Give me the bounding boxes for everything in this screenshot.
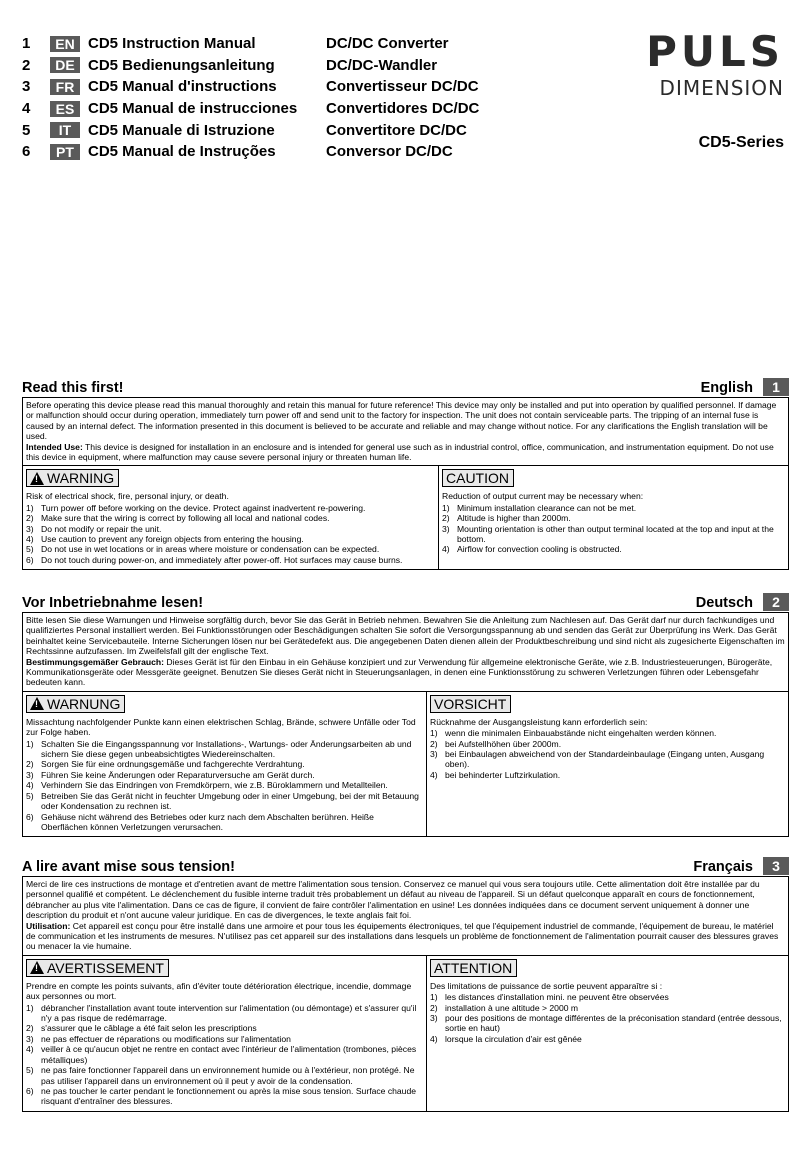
language-manual-title: CD5 Manual de instrucciones [88, 100, 298, 118]
list-item: 1) Turn power off before working on the device. Protect against inadvertent re-powering. [26, 502, 366, 513]
language-row[interactable] [22, 55, 482, 77]
language-row[interactable] [22, 98, 482, 120]
logo-dimension-wordmark: DIMENSION [659, 76, 784, 100]
intended-use-text: Cet appareil est conçu pour être installé dans une armoire et pour tous les équipements électroniques, tel que l'équipement industriel de commande, l'équipement de bureau, le matériel de communication et les instruments de mesures. N'utilisez pas cet appareil sur des installations dans lesquels un problème de fonctionnement de l'alimentation pourrait causer des blessures graves ou menacer la vie humaine. [26, 920, 779, 952]
section-box [22, 876, 789, 1112]
list-item: 2) Sorgen Sie für eine ordnungsgemäße und fachgerechte Verdrahtung. [26, 759, 305, 770]
warning-label-box [26, 469, 119, 487]
language-product-name: Convertisseur DC/DC [326, 78, 479, 96]
language-index [22, 33, 482, 163]
list-item: 2) s'assurer que le câblage a été fait selon les prescriptions [26, 1023, 257, 1034]
section-language: Deutsch [695, 595, 753, 611]
caution-panel [427, 692, 788, 836]
list-item: 3) Do not modify or repair the unit. [26, 523, 162, 534]
warning-panel [23, 956, 427, 1111]
language-row[interactable] [22, 76, 482, 98]
caution-list [442, 503, 785, 555]
section-deutsch [22, 593, 789, 837]
list-item: 1) les distances d'installation mini. ne peuvent être observées [430, 992, 669, 1003]
brand-logo [632, 27, 784, 100]
caution-list [430, 992, 785, 1044]
warning-label-box [26, 695, 125, 713]
caution-label: ATTENTION [434, 959, 513, 976]
warning-lead: Risk of electrical shock, fire, personal injury, or death. [26, 491, 229, 502]
warning-list [26, 739, 423, 833]
warning-list [26, 1003, 423, 1107]
list-item: 1) Minimum installation clearance can not be met. [442, 502, 637, 513]
section-box [22, 397, 789, 570]
list-item: 2) installation à une altitude > 2000 m [430, 1002, 579, 1013]
logo-puls-wordmark: PULS [646, 27, 784, 76]
list-item: 2) Altitude is higher than 2000m. [442, 513, 571, 524]
section-number-badge: 2 [763, 593, 789, 611]
language-code-badge: DE [50, 57, 80, 73]
caution-label-box [430, 695, 511, 713]
section-language: Français [693, 859, 753, 875]
intro-paragraph: Bitte lesen Sie diese Warnungen und Hinweise sorgfältig durch, bevor Sie das Gerät in Betrieb nehmen. Bewahren Sie die Anleitung zum Nachlesen auf. Das Gerät darf nur durch fachkundiges und qualifiziertes Personal installiert werden. Bei Funktionsstörungen oder Beschädigungen schalten Sie sofort die Versorgungsspannung ab und senden das Gerät zur Überprüfung ins Werk. Das Gerät beinhaltet keine Servicebauteile. Interne Sicherungen lösen nur bei Gerätedefekt aus. Die angegebenen Daten dienen allein der Produktbeschreibung und sind nicht als zugesicherte Eigenschaften im Rechtssinne aufzufassen. Im Zweifelsfall gilt der englische Text. [26, 615, 785, 657]
intended-use-label: Intended Use: [26, 441, 83, 452]
caution-lead: Des limitations de puissance de sortie peuvent apparaître si : [430, 980, 663, 991]
list-item: 3) Mounting orientation is other than output terminal located at the top and input at the bottom. [442, 523, 774, 545]
warning-caution-row [23, 465, 788, 569]
list-item: 4) lorsque la circulation d'air est gênée [430, 1033, 582, 1044]
list-item: 4) Use caution to prevent any foreign objects from entering the housing. [26, 534, 304, 545]
list-item: 3) Führen Sie keine Änderungen oder Reparaturversuche am Gerät durch. [26, 769, 315, 780]
caution-label: CAUTION [446, 470, 509, 487]
language-product-name: Conversor DC/DC [326, 143, 453, 161]
warning-label-box [26, 959, 169, 977]
intended-use-text: Dieses Gerät ist für den Einbau in ein Gehäuse konzipiert und zur Verwendung für allgemeine elektronische Geräte, wie z.B. Industriesteuerungen, Bürogeräte, Kommunikationsgeräte oder Messgeräte geeignet. Benutzen Sie dieses Gerät nicht in Steuerungsanlagen, in denen eine Funktionsstörung zu schweren Verletzungen führen oder Lebensgefahr bedeuten kann. [26, 656, 773, 688]
intro-text-block [23, 398, 788, 465]
list-item: 5) ne pas faire fonctionner l'appareil dans un environnement humide ou à l'extérieur, non protégé. Ne pas utiliser l'appareil dans un environnement où il peut y avoir de la condensation. [26, 1065, 415, 1086]
section-header [22, 593, 789, 611]
warning-lead: Missachtung nachfolgender Punkte kann einen elektrischen Schlag, Brände, schwere Unfälle oder Tod zur Folge haben. [26, 716, 416, 738]
language-number: 6 [22, 143, 31, 161]
language-manual-title: CD5 Manuale di Istruzione [88, 121, 275, 139]
caution-label-box [442, 469, 514, 487]
list-item: 4) bei behinderter Luftzirkulation. [430, 769, 561, 780]
intended-use-paragraph [26, 442, 785, 463]
section-header [22, 857, 789, 875]
caution-label: VORSICHT [434, 695, 507, 712]
caution-panel [427, 956, 788, 1111]
warning-label: WARNUNG [47, 695, 121, 712]
list-item: 2) bei Aufstellhöhen über 2000m. [430, 738, 562, 749]
language-code-badge: EN [50, 36, 80, 52]
section-title: Vor Inbetriebnahme lesen! [22, 595, 204, 611]
section-number-badge: 3 [763, 857, 789, 875]
language-manual-title: CD5 Manual de Instruções [88, 143, 276, 161]
list-item: 1) wenn die minimalen Einbauabstände nicht eingehalten werden können. [430, 728, 717, 739]
section-english [22, 378, 789, 570]
warning-triangle-icon: ! [30, 697, 44, 710]
intended-use-label: Bestimmungsgemäßer Gebrauch: [26, 656, 165, 667]
list-item: 1) débrancher l'installation avant toute intervention sur l'alimentation (ou démontage) et s'assurer qu'il n'y a pas risque de redémarrage. [26, 1002, 417, 1024]
list-item: 6) Do not touch during power-on, and immediately after power-off. Hot surfaces may cause burns. [26, 554, 403, 565]
language-code-badge: IT [50, 122, 80, 138]
language-code-badge: PT [50, 144, 80, 160]
section-language: English [700, 380, 753, 396]
language-product-name: DC/DC Converter [326, 35, 449, 53]
caution-label-box [430, 959, 517, 977]
language-row[interactable] [22, 119, 482, 141]
intended-use-text: This device is designed for installation in an enclosure and is intended for general use such as in industrial control, office, communication, and instrumentation equipment. Do not use this device in equipment, where malfunction may cause severe personal injury or threaten human life. [26, 441, 774, 463]
language-manual-title: CD5 Instruction Manual [88, 35, 256, 53]
section-title: A lire avant mise sous tension! [22, 859, 235, 875]
warning-panel [23, 466, 439, 569]
language-product-name: Convertidores DC/DC [326, 100, 480, 118]
list-item: 6) ne pas toucher le carter pendant le fonctionnement ou après la mise sous tension. Surface chaude risquant d'entraîner des blessures. [26, 1085, 417, 1107]
section-number-badge: 1 [763, 378, 789, 396]
language-code-badge: FR [50, 79, 80, 95]
language-number: 3 [22, 78, 31, 96]
language-product-name: DC/DC-Wandler [326, 56, 438, 74]
language-manual-title: CD5 Bedienungsanleitung [88, 56, 275, 74]
language-number: 4 [22, 100, 31, 118]
section-francais [22, 857, 789, 1112]
list-item: 3) pour des positions de montage différentes de la préconisation standard (entrée dessous, sortie en haut) [430, 1013, 782, 1034]
caution-panel [439, 466, 788, 569]
list-item: 5) Do not use in wet locations or in areas where moisture or condensation can be expected. [26, 544, 380, 555]
list-item: 3) bei Einbaulagen abweichend von der Standardeinbaulage (Eingang unten, Ausgang oben). [430, 749, 765, 770]
list-item: 4) veiller à ce qu'aucun objet ne rentre en contact avec l'intérieur de l'alimentation (trombones, pièces métalliques) [26, 1044, 417, 1065]
list-item: 4) Verhindern Sie das Eindringen von Fremdkörpern, wie z.B. Büroklammern und Metallteilen. [26, 780, 388, 791]
caution-list [430, 728, 785, 780]
list-item: 6) Gehäuse nicht während des Betriebes oder kurz nach dem Abschalten berühren. Heiße Oberflächen können Verletzungen verursachen. [26, 811, 374, 832]
language-number: 5 [22, 121, 31, 139]
warning-panel [23, 692, 427, 836]
section-title: Read this first! [22, 380, 124, 396]
warning-lead: Prendre en compte les points suivants, afin d'éviter toute détérioration électrique, incendie, dommage aux personnes ou mort. [26, 980, 412, 1002]
intended-use-paragraph [26, 657, 785, 688]
warning-label: AVERTISSEMENT [47, 959, 164, 976]
warning-list [26, 503, 435, 565]
language-code-badge: ES [50, 101, 80, 117]
section-header [22, 378, 789, 396]
caution-lead: Rücknahme der Ausgangsleistung kann erforderlich sein: [430, 716, 648, 727]
intended-use-paragraph [26, 921, 785, 952]
list-item: 3) ne pas effectuer de réparations ou modifications sur l'alimentation [26, 1033, 291, 1044]
list-item: 2) Make sure that the wiring is correct by following all local and national codes. [26, 513, 330, 524]
list-item: 4) Airflow for convection cooling is obstructed. [442, 544, 622, 555]
intro-paragraph: Merci de lire ces instructions de montage et d'entretien avant de mettre l'alimentation sous tension. Conservez ce manuel qui vous sera toujours utile. Cette alimentation doit être installée par du personnel qualifié et compétent. Le déclenchement du fusible interne traduit très probablement un défaut au niveau de l'appareil. Si un défaut quelconque apparaît en cours de fonctionnement, débrancher au plus vite l'alimentation. Dans ce cas de figure, il convient de faire contrôler l'alimentation en usine! Les données indiquées dans ce document servent uniquement à donner une description du produit et n'ont aucune valeur juridique. En cas de divergences, le texte anglais fait foi. [26, 879, 760, 921]
series-title: CD5-Series [698, 134, 784, 151]
intended-use-label: Utilisation: [26, 920, 71, 931]
warning-label: WARNING [47, 470, 115, 487]
list-item: 5) Betreiben Sie das Gerät nicht in feuchter Umgebung oder in einer Umgebung, bei der mit Betauung oder Kondensation zu rechnen ist. [26, 790, 419, 812]
language-row[interactable] [22, 141, 482, 163]
language-product-name: Convertitore DC/DC [326, 121, 467, 139]
language-manual-title: CD5 Manual d'instructions [88, 78, 277, 96]
warning-triangle-icon: ! [30, 472, 44, 485]
list-item: 1) Schalten Sie die Eingangsspannung vor Installations-, Wartungs- oder Änderungsarbeiten ab und sichern Sie diese gegen unbeabsichtigtes Wiedereinschalten. [26, 738, 412, 760]
section-box [22, 612, 789, 837]
warning-triangle-icon: ! [30, 961, 44, 974]
language-row[interactable] [22, 33, 482, 55]
intro-paragraph: Before operating this device please read this manual thoroughly and retain this manual for future reference! This device may only be installed and put into operation by qualified personnel. If damage or malfunction should occur during operation, immediately turn power off and send unit to the factory for inspection. The unit does not contain serviceable parts. The tripping of an internal fuse is caused by an internal defect. The information presented in this document is believed to be accurate and reliable and may change without notice. For any clarifications the English translation will be used. [26, 400, 777, 442]
warning-caution-row [23, 691, 788, 836]
caution-lead: Reduction of output current may be necessary when: [442, 491, 644, 502]
language-number: 1 [22, 35, 31, 53]
language-number: 2 [22, 56, 31, 74]
intro-text-block [23, 877, 788, 955]
warning-caution-row [23, 955, 788, 1111]
intro-text-block [23, 613, 788, 691]
